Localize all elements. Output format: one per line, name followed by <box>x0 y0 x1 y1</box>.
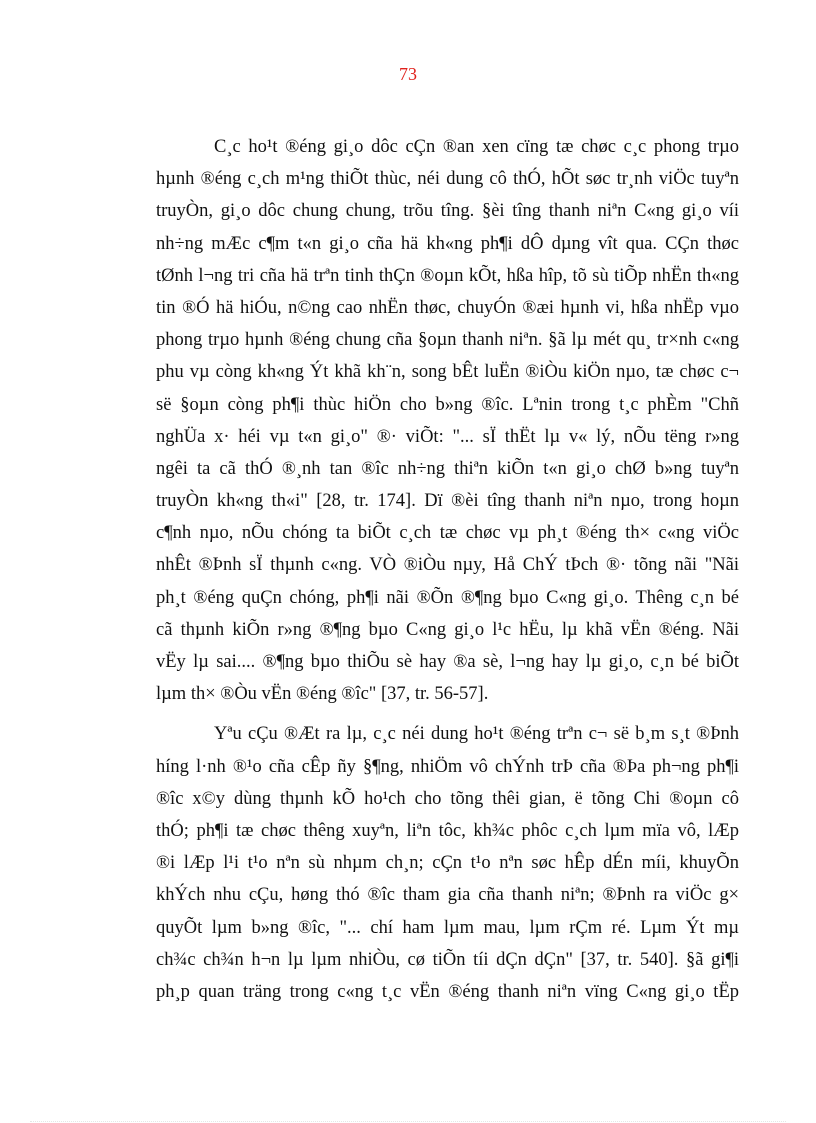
text-line: nh÷ng mÆc c¶m t«n gi¸o cña hä kh«ng ph¶i dÔ dµng vît qua. CÇn thøc <box>156 233 739 254</box>
text-line: phong trµo hµnh ®éng chung cña §oµn thanh niªn. §ã lµ mét qu¸ tr×nh c«ng <box>156 330 739 351</box>
document-body <box>156 131 739 1008</box>
text-line: ®îc x©y dùng thµnh kÕ ho¹ch cho tõng thêi gian, ë tõng Chi ®oµn cô <box>156 788 739 809</box>
text-line: C¸c ho¹t ®éng gi¸o dôc cÇn ®an xen cïng tæ chøc c¸c phong trµo <box>214 137 739 157</box>
page-number: 73 <box>399 64 417 84</box>
text-line: truyÒn kh«ng th«i" [28, tr. 174]. Dï ®èi tîng thanh niªn nµo, trong hoµn <box>156 491 739 512</box>
text-line: tØnh l¬ng tri cña hä trªn tinh thÇn ®oµn kÕt, hßa hîp, tõ sù tiÕp nhËn th«ng <box>156 265 739 286</box>
text-line: nghÜa x· héi vµ t«n gi¸o" ®· viÕt: "... sÏ thËt lµ v« lý, nÕu tëng r»ng <box>156 426 739 447</box>
page-bottom-divider <box>30 1121 786 1122</box>
text-line: c¶nh nµo, nÕu chóng ta biÕt c¸ch tæ chøc vµ ph¸t ®éng th× c«ng viÖc <box>156 523 739 544</box>
text-line: híng l·nh ®¹o cña cÊp ñy §¶ng, nhiÖm vô chÝnh trÞ cña ®Þa ph¬ng ph¶i <box>156 756 739 777</box>
text-line: quyÕt lµm b»ng ®îc, "... chí ham lµm mau, lµm rÇm ré. Lµm Ýt mµ <box>156 917 739 938</box>
paragraph <box>156 718 739 1008</box>
text-line: së §oµn còng ph¶i thùc hiÖn cho b»ng ®îc. Lªnin trong t¸c phÈm "Chñ <box>156 394 739 415</box>
text-line: lµm th× ®Òu vËn ®éng ®îc" [37, tr. 56-57]. <box>156 684 489 705</box>
text-line: tin ®Ó hä hiÓu, n©ng cao nhËn thøc, chuyÓn ®æi hµnh vi, hßa nhËp vµo <box>156 297 739 318</box>
text-line: phu vµ còng kh«ng Ýt khã kh¨n, song bÊt luËn ®iÒu kiÖn nµo, tæ chøc c¬ <box>156 362 739 383</box>
paragraph <box>156 131 739 710</box>
paragraph-spacer <box>156 710 739 718</box>
text-line: ph¸p quan träng trong c«ng t¸c vËn ®éng thanh niªn vïng C«ng gi¸o tËp <box>156 981 739 1002</box>
text-line: vËy lµ sai.... ®¶ng bµo thiÕu sè hay ®a sè, l¬ng hay lµ gi¸o, c¸n bé biÕt <box>156 652 739 672</box>
text-line: ch¾c ch¾n h¬n lµ lµm nhiÒu, cø tiÕn tíi dÇn dÇn" [37, tr. 540]. §ã gi¶i <box>156 949 739 970</box>
text-line: Yªu cÇu ®Æt ra lµ, c¸c néi dung ho¹t ®éng trªn c¬ së b¸m s¸t ®Þnh <box>214 724 739 745</box>
text-line: cã thµnh kiÕn r»ng ®¶ng bµo C«ng gi¸o l¹c hËu, lµ khã vËn ®éng. Nãi <box>156 619 739 640</box>
text-line: ngêi ta cã thÓ ®¸nh tan ®îc nh÷ng thiªn kiÕn t«n gi¸o chØ b»ng tuyªn <box>156 458 739 479</box>
text-line: thÓ; ph¶i tæ chøc thêng xuyªn, liªn tôc, kh¾c phôc c¸ch lµm mïa vô, lÆp <box>156 820 739 841</box>
text-line: hµnh ®éng c¸ch m¹ng thiÕt thùc, néi dung cô thÓ, hÕt søc tr¸nh viÖc tuyªn <box>156 169 739 190</box>
text-line: nhÊt ®Þnh sÏ thµnh c«ng. VÒ ®iÒu nµy, Hå ChÝ tÞch ®· tõng nãi "Nãi <box>156 555 739 576</box>
text-line: khÝch nhu cÇu, høng thó ®îc tham gia cña thanh niªn; ®Þnh ra viÖc g× <box>156 885 739 906</box>
text-line: truyÒn, gi¸o dôc chung chung, trõu tîng. §èi tîng thanh niªn C«ng gi¸o víi <box>156 201 739 222</box>
text-line: ph¸t ®éng quÇn chóng, ph¶i nãi ®Õn ®¶ng bµo C«ng gi¸o. Thêng c¸n bé <box>156 587 739 608</box>
text-line: ®i lÆp l¹i t¹o nªn sù nhµm ch¸n; cÇn t¹o nªn søc hÊp dÉn míi, khuyÕn <box>156 853 739 874</box>
